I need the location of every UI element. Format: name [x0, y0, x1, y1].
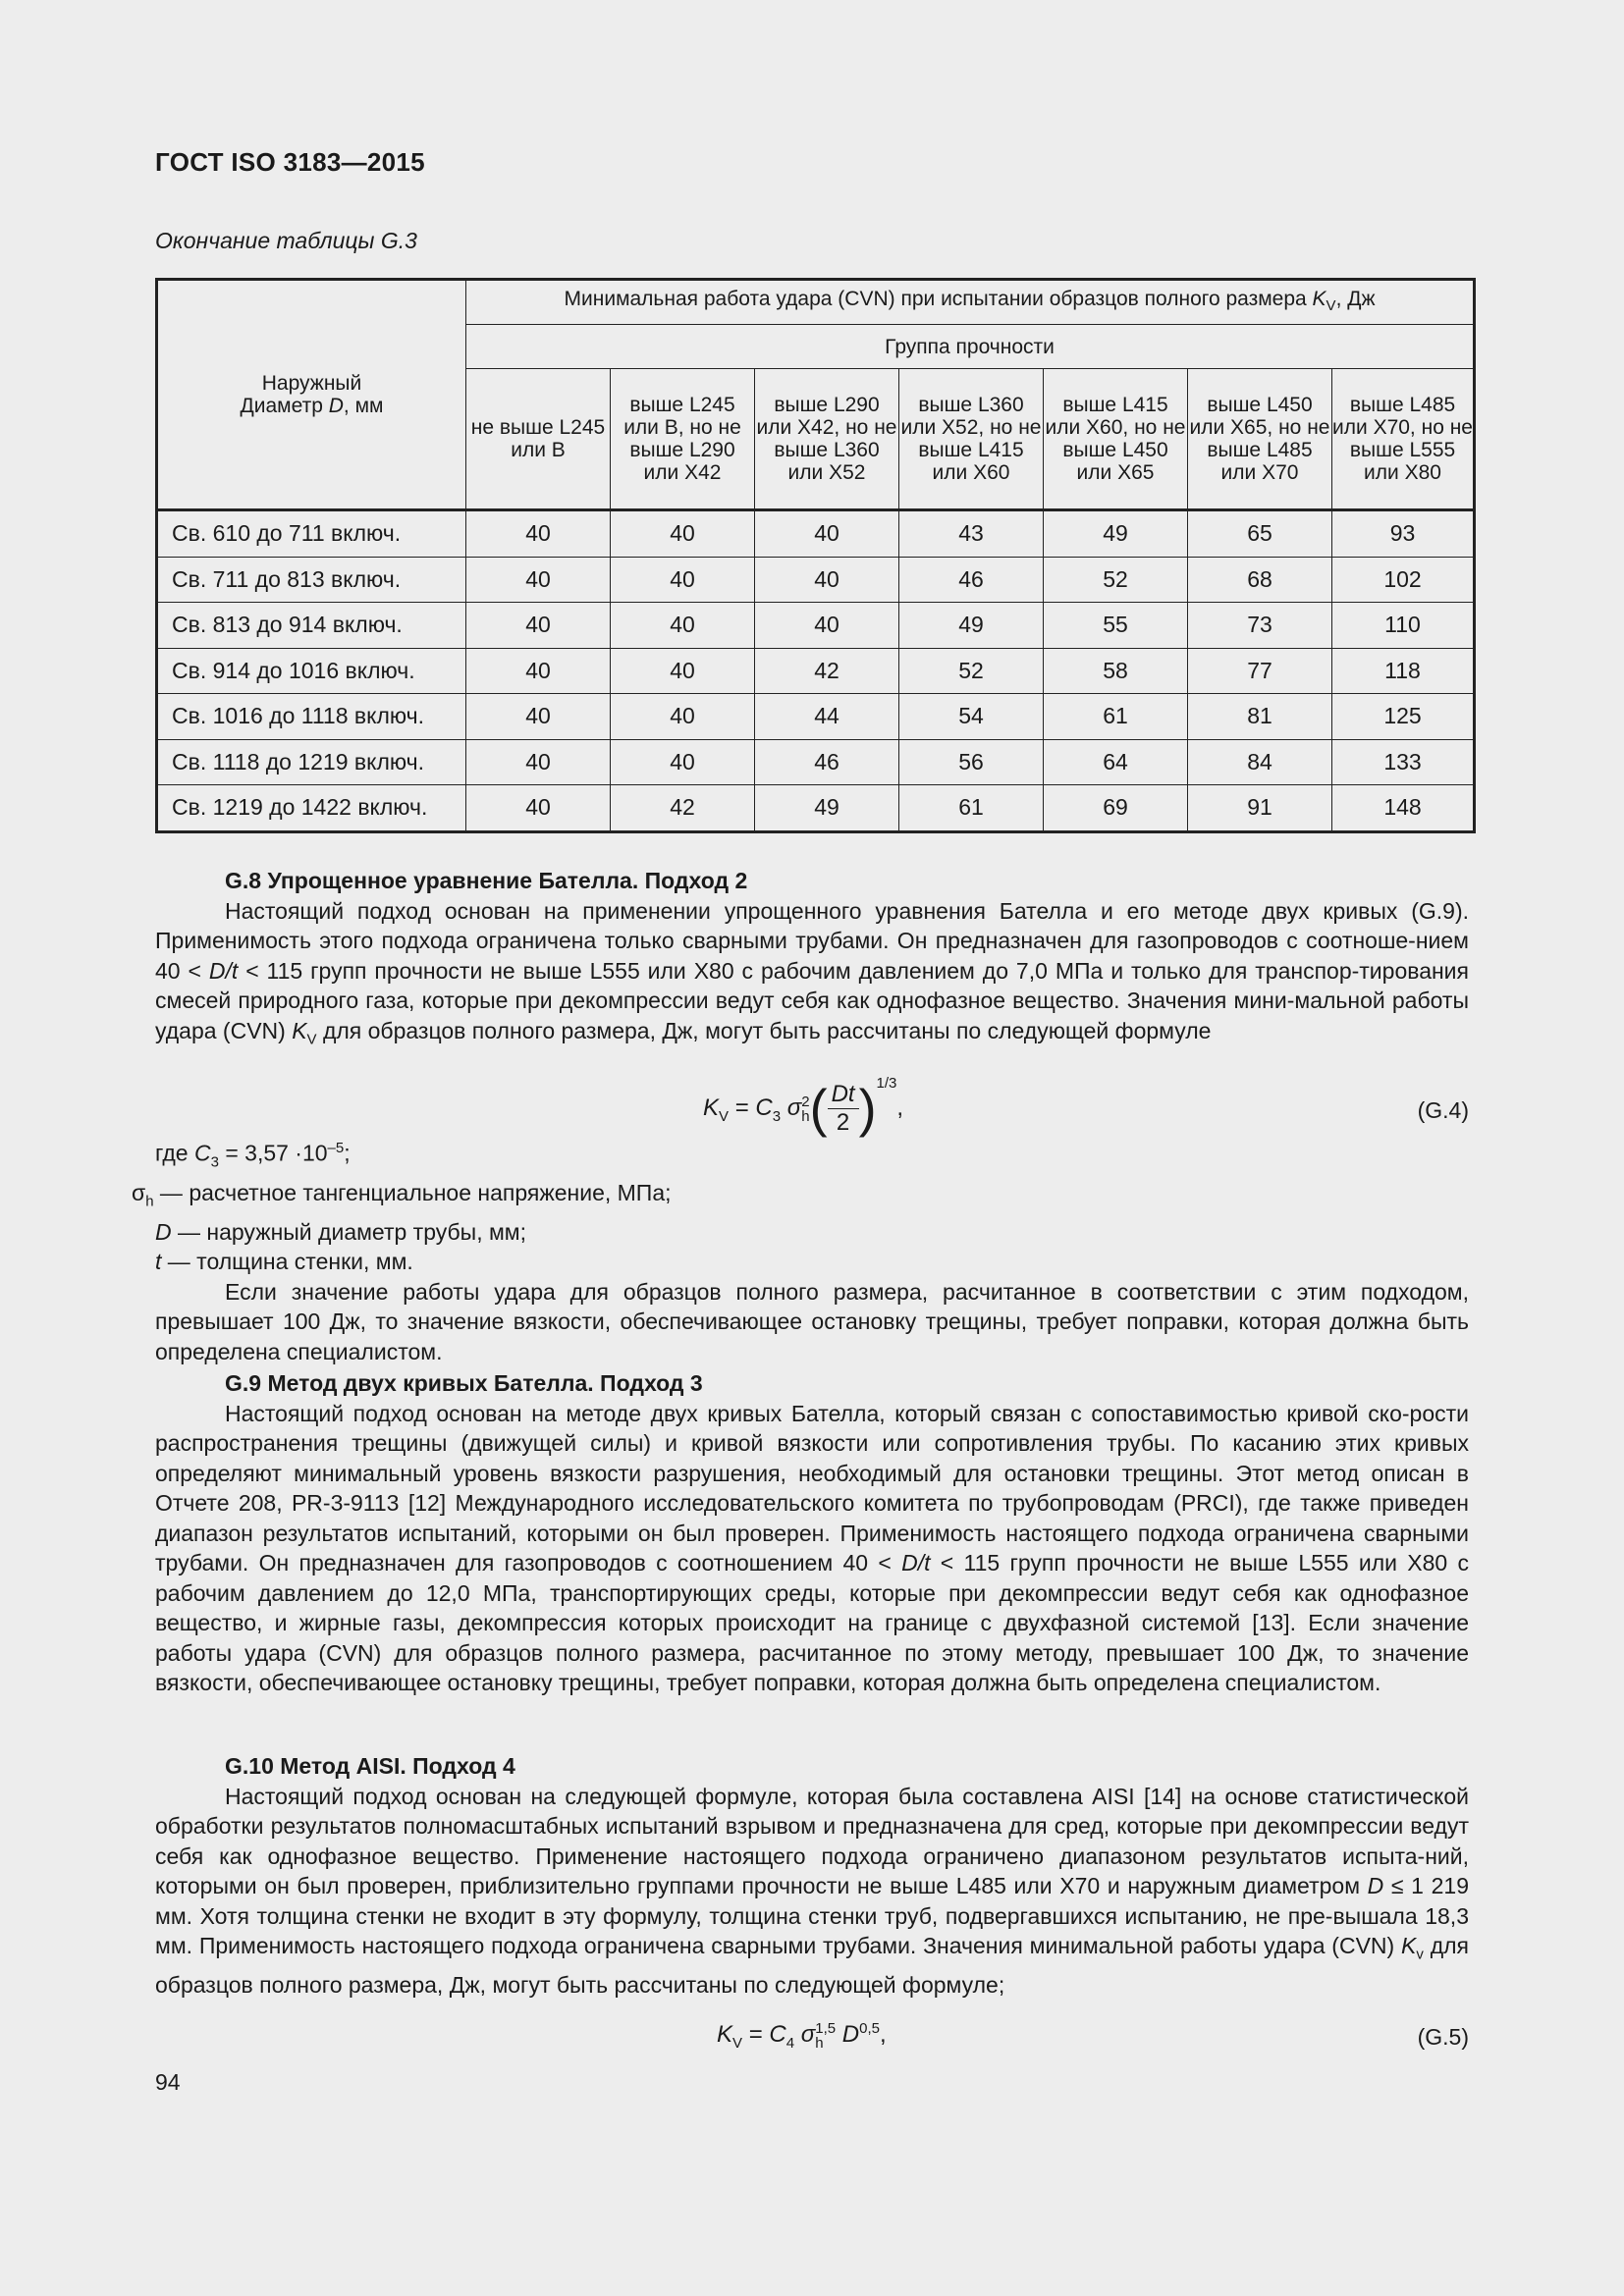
where-line	[155, 1134, 1469, 1178]
text-run: Настоящий подход основан на следующей формуле, которая была составлена AISI [14] на основе статистической обработки результатов полномасштабных испытаний взрывом и предназначена для сред, которые при декомпрессии ведут себя как однофазное вещество. Применение настоящего подхода ограничено диапазоном результатов испыта-ний, которыми он был проверен, приблизительно группами прочности не выше L485 или X70 и наружным диаметром	[155, 1783, 1469, 1898]
text-run: — толщина стенки, мм.	[161, 1249, 413, 1275]
table-cell: 133	[1332, 739, 1475, 785]
symbol: C	[193, 1140, 211, 1166]
column-header: выше L290 или X42, но не выше L360 или X52	[755, 369, 899, 510]
eq-exponent: 1/3	[876, 1075, 897, 1092]
table-cell: 40	[611, 694, 755, 740]
symbol: D/t	[208, 957, 239, 984]
text-run: для образцов полного размера, Дж, могут быть рассчитаны по следующей формуле	[316, 1017, 1212, 1043]
table-cell: 55	[1044, 603, 1188, 649]
table-cell: 102	[1332, 557, 1475, 603]
section-title: G.9 Метод двух кривых Бателла. Подход 3	[225, 1370, 703, 1396]
column-header: не выше L245 или B	[466, 369, 611, 510]
paren-close: )	[858, 1079, 877, 1139]
where-line	[155, 1247, 1469, 1277]
table-cell: 40	[611, 557, 755, 603]
table-cell: 40	[466, 785, 611, 832]
eq-sub: V	[732, 2034, 743, 2052]
equation-number: (G.4)	[1417, 1097, 1469, 1123]
row-label: Св. 1118 до 1219 включ.	[157, 739, 466, 785]
eq-sup: 2	[801, 1093, 810, 1110]
eq-symbol: σ	[786, 1095, 802, 1121]
equation-g4	[703, 1075, 903, 1140]
section-title: G.10 Метод AISI. Подход 4	[225, 1753, 515, 1779]
symbol: K	[1401, 1933, 1417, 1958]
text-run: < 115 групп прочности не выше L555 или X80 с рабочим давлением до 12,0 МПа, транспортирующих среды, которые при декомпрессии ведут себя как однофазное вещество, и жирные газы, декомпрессия которых происходит на границе с двухфазной системой [13]. Если значение работы удара (CVN) для образцов полного размера, расчитанное по этому методу, превышает 100 Дж, то значение вязкости, обеспечивающее остановку трещины, требует поправки, которая должна быть определена специалистом.	[155, 1550, 1469, 1695]
symbol-sub: 3	[210, 1153, 219, 1171]
table-cell: 40	[611, 603, 755, 649]
row-label: Св. 1016 до 1118 включ.	[157, 694, 466, 740]
row-label: Св. 711 до 813 включ.	[157, 557, 466, 603]
cvn-table	[155, 278, 1476, 833]
eq-sign: =	[742, 2021, 770, 2048]
row-header-unit: , мм	[343, 395, 384, 417]
symbol: D	[1367, 1873, 1384, 1898]
table-cell: 68	[1188, 557, 1332, 603]
table-cell: 40	[611, 648, 755, 694]
table-cell: 56	[899, 739, 1044, 785]
top-header-unit: , Дж	[1335, 287, 1376, 310]
table-cell: 58	[1044, 648, 1188, 694]
row-header-line2: Диаметр	[240, 395, 329, 417]
eq-sign: =	[729, 1095, 756, 1121]
symbol: σ	[132, 1179, 146, 1205]
eq-symbol: σ	[800, 2021, 816, 2048]
text-run: = 3,57 ·10	[218, 1140, 328, 1166]
table-cell: 40	[466, 557, 611, 603]
table-cell: 49	[899, 603, 1044, 649]
table-cell: 46	[899, 557, 1044, 603]
table-cell: 148	[1332, 785, 1475, 832]
table-cell: 61	[1044, 694, 1188, 740]
table-cell: 52	[1044, 557, 1188, 603]
table-cell: 84	[1188, 739, 1332, 785]
paragraph	[155, 1399, 1469, 1698]
section-g10	[155, 1751, 1469, 2001]
row-label: Св. 813 до 914 включ.	[157, 603, 466, 649]
table-cell: 42	[755, 648, 899, 694]
table-cell: 118	[1332, 648, 1475, 694]
text-run: ≤ 1 219 мм. Хотя толщина стенки не входит в эту формулу, толщина стенки труб, подвергавшихся испытанию, не пре-вышала 18,3 мм. Применимость настоящего подхода ограничена сварными трубами. Значения минимальной работы удара (CVN)	[155, 1873, 1469, 1958]
group-header-cell: Группа прочности	[466, 325, 1475, 369]
table-cell: 125	[1332, 694, 1475, 740]
table-cell: 110	[1332, 603, 1475, 649]
table-cell: 46	[755, 739, 899, 785]
table-cell: 49	[1044, 510, 1188, 558]
table-cell: 93	[1332, 510, 1475, 558]
eq-sub: 4	[785, 2034, 795, 2052]
table-cell: 65	[1188, 510, 1332, 558]
table-cell: 40	[466, 603, 611, 649]
eq-comma: ,	[896, 1095, 904, 1121]
table-caption: Окончание таблицы G.3	[155, 228, 417, 253]
column-header: выше L485 или X70, но не выше L555 или X80	[1332, 369, 1475, 510]
table-cell: 81	[1188, 694, 1332, 740]
eq-sup: 1,5	[815, 2019, 837, 2037]
eq-symbol: C	[755, 1095, 773, 1121]
table-cell: 49	[755, 785, 899, 832]
table-cell: 54	[899, 694, 1044, 740]
fraction	[828, 1081, 859, 1137]
table-cell: 61	[899, 785, 1044, 832]
paragraph	[155, 896, 1469, 1055]
text-run: < 115 групп прочности не выше L555 или X80 с рабочим давлением до 7,0 МПа и только для транспор-тирования смесей природного газа, которые при декомпрессии ведут себя как однофазное вещество. Значения мини-мальной работы удара (CVN)	[155, 957, 1469, 1043]
top-header-cell	[466, 280, 1475, 325]
equation-number: (G.5)	[1417, 2024, 1469, 2050]
text-run: ;	[344, 1140, 351, 1166]
row-header-symbol: D	[328, 395, 344, 417]
table-cell: 69	[1044, 785, 1188, 832]
text-run: для образцов полного размера, Дж, могут быть рассчитаны по следующей формуле;	[155, 1933, 1469, 1999]
text-run: где	[155, 1140, 194, 1166]
symbol-sup: –5	[327, 1140, 345, 1156]
table-cell: 40	[755, 510, 899, 558]
table-cell: 40	[611, 739, 755, 785]
paragraph: Если значение работы удара для образцов полного размера, расчитанное в соответствии с этим подходом, превышает 100 Дж, то значение вязкости, обеспечивающее остановку трещины, требует поправки, которая должна быть определена специалистом.	[155, 1278, 1469, 1364]
row-header-line1: Наружный	[261, 372, 362, 395]
top-header-sub: V	[1326, 297, 1336, 315]
symbol: D	[155, 1218, 172, 1245]
table-cell: 91	[1188, 785, 1332, 832]
text-run: — расчетное тангенциальное напряжение, МПа;	[153, 1179, 672, 1205]
column-header: выше L450 или X65, но не выше L485 или X70	[1188, 369, 1332, 510]
column-header: выше L360 или X52, но не выше L415 или X60	[899, 369, 1044, 510]
symbol: K	[292, 1017, 307, 1043]
page-number: 94	[155, 2069, 181, 2095]
eq-comma: ,	[879, 2021, 887, 2048]
row-label: Св. 1219 до 1422 включ.	[157, 785, 466, 832]
table-cell: 40	[755, 557, 899, 603]
symbol-sub: V	[306, 1031, 317, 1048]
symbol: D/t	[901, 1550, 931, 1575]
paragraph	[155, 1782, 1469, 2001]
table-cell: 52	[899, 648, 1044, 694]
row-label: Св. 914 до 1016 включ.	[157, 648, 466, 694]
eq-sub: 3	[772, 1107, 782, 1125]
table-row	[157, 557, 1475, 603]
table-cell: 43	[899, 510, 1044, 558]
fraction-numerator: Dt	[828, 1081, 859, 1109]
eq-sub: V	[719, 1107, 730, 1125]
section-g8	[155, 866, 1469, 1055]
table-cell: 40	[466, 739, 611, 785]
text-run: Настоящий подход основан на методе двух кривых Бателла, который связан с сопоставимостью кривой ско-рости распространения трещины (движущей силы) и кривой вязкости или сопротивления трубы. По касанию этих кривых определяют минимальный уровень вязкости разрушения, необходимый для остановки трещины. Этот метод описан в Отчете 208, PR-3-9113 [12] Международного исследовательского комитета по трубопроводам (PRCI), где также приведен диапазон результатов испытаний, которыми он был проверен. Применимость настоящего подхода ограничена сварными трубами. Он предназначен для газопроводов с соотношением 40 <	[155, 1400, 1469, 1575]
row-header-cell	[157, 280, 466, 510]
column-header: выше L415 или X60, но не выше L450 или X65	[1044, 369, 1188, 510]
eq-symbol: C	[769, 2021, 786, 2048]
section-g9	[155, 1368, 1469, 1698]
fraction-denominator: 2	[836, 1109, 850, 1137]
table-cell: 40	[466, 694, 611, 740]
top-header-text: Минимальная работа удара (CVN) при испытании образцов полного размера	[564, 287, 1313, 310]
table-row	[157, 785, 1475, 832]
table-cell: 40	[466, 510, 611, 558]
section-title: G.8 Упрощенное уравнение Бателла. Подход 2	[225, 868, 748, 893]
symbol: t	[155, 1249, 162, 1275]
where-line	[155, 1217, 1469, 1248]
table-cell: 64	[1044, 739, 1188, 785]
table-cell: 73	[1188, 603, 1332, 649]
table-row	[157, 739, 1475, 785]
table-cell: 40	[466, 648, 611, 694]
document-header: ГОСТ ISO 3183—2015	[155, 147, 425, 177]
table-cell: 40	[755, 603, 899, 649]
paren-open: (	[809, 1079, 828, 1139]
eq-symbol: K	[703, 1095, 720, 1121]
table-cell: 44	[755, 694, 899, 740]
top-header-symbol: K	[1312, 287, 1326, 310]
eq-symbol: K	[717, 2021, 733, 2048]
column-header: выше L245 или B, но не выше L290 или X42	[611, 369, 755, 510]
table-cell: 77	[1188, 648, 1332, 694]
table-cell: 42	[611, 785, 755, 832]
table-row	[157, 510, 1475, 558]
symbol-sub: h	[145, 1193, 154, 1210]
where-block	[132, 1134, 1469, 1366]
table-row	[157, 694, 1475, 740]
equation-g5	[717, 2020, 887, 2052]
row-label: Св. 610 до 711 включ.	[157, 510, 466, 558]
eq-sub: h	[815, 2034, 824, 2052]
text-run: Настоящий подход основан на применении упрощенного уравнения Бателла и его методе двух кривых (G.9). Применимость этого подхода ограничена только сварными трубами. Он предназначен для газопроводов с соотноше-нием 40 <	[155, 897, 1469, 984]
table-row	[157, 648, 1475, 694]
where-line	[132, 1178, 1469, 1217]
table-row	[157, 603, 1475, 649]
eq-sup: 0,5	[859, 2020, 880, 2037]
eq-symbol: D	[841, 2021, 860, 2048]
eq-sub: h	[801, 1107, 810, 1125]
text-run: — наружный диаметр трубы, мм;	[171, 1218, 526, 1245]
table-cell: 40	[611, 510, 755, 558]
symbol-sub: v	[1416, 1946, 1424, 1963]
